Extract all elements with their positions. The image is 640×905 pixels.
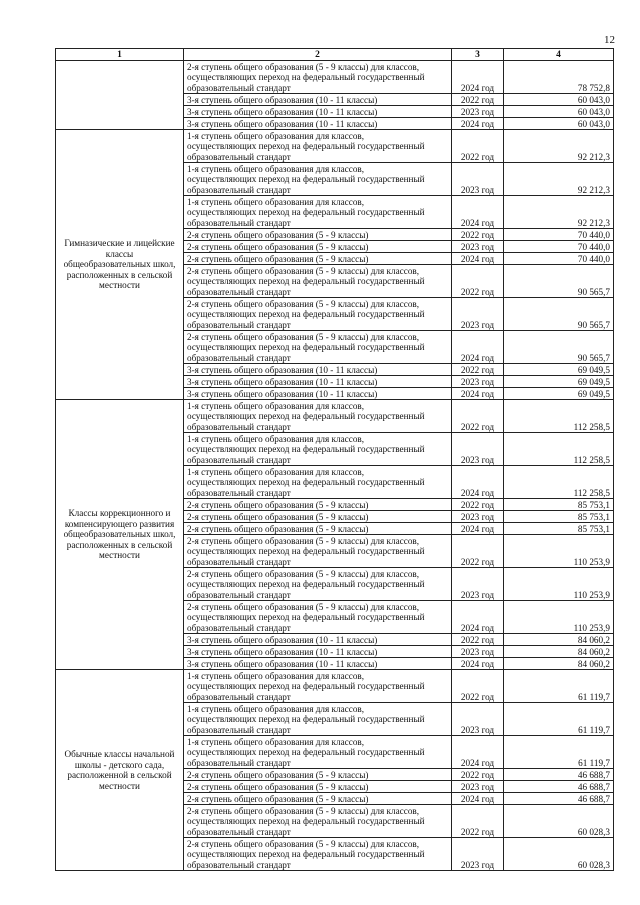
year-cell: 2023 год xyxy=(452,298,504,331)
description-line: 3-я ступень общего образования (10 - 11 классы) xyxy=(187,388,378,399)
year-cell: 2023 год xyxy=(452,646,504,658)
year-cell: 2024 год xyxy=(452,196,504,229)
description-cell xyxy=(184,433,452,466)
description-line: 2-я ступень общего образования (5 - 9 классы) для классов, xyxy=(187,805,420,816)
value-cell: 110 253,9 xyxy=(504,601,614,634)
description-line: 3-я ступень общего образования (10 - 11 классы) xyxy=(187,658,378,669)
description-cell xyxy=(184,400,452,433)
year-cell: 2022 год xyxy=(452,400,504,433)
value-cell: 60 043,0 xyxy=(504,106,614,118)
year-cell: 2023 год xyxy=(452,568,504,601)
value-cell: 85 753,1 xyxy=(504,523,614,535)
description-line: 2-я ступень общего образования (5 - 9 классы) xyxy=(187,229,369,240)
tariff-table xyxy=(55,48,614,871)
description-cell xyxy=(184,523,452,535)
description-cell xyxy=(184,331,452,364)
description-line: 1-я ступень общего образования для классов, xyxy=(187,670,365,681)
description-cell xyxy=(184,511,452,523)
value-cell: 112 258,5 xyxy=(504,466,614,499)
description-line: образовательный стандарт xyxy=(187,286,291,297)
description-cell xyxy=(184,781,452,793)
description-line: 3-я ступень общего образования (10 - 11 классы) xyxy=(187,118,378,129)
year-cell: 2024 год xyxy=(452,331,504,364)
description-cell xyxy=(184,163,452,196)
value-cell: 92 212,3 xyxy=(504,163,614,196)
description-line: образовательный стандарт xyxy=(187,691,291,702)
value-cell: 70 440,0 xyxy=(504,229,614,241)
description-line: 1-я ступень общего образования для классов, xyxy=(187,433,365,444)
year-cell: 2024 год xyxy=(452,466,504,499)
value-cell: 112 258,5 xyxy=(504,400,614,433)
description-cell xyxy=(184,568,452,601)
year-cell: 2024 год xyxy=(452,388,504,400)
value-cell: 84 060,2 xyxy=(504,634,614,646)
description-line: 2-я ступень общего образования (5 - 9 классы) для классов, xyxy=(187,535,420,546)
description-line: 3-я ступень общего образования (10 - 11 классы) xyxy=(187,376,378,387)
year-cell: 2024 год xyxy=(452,601,504,634)
table-row xyxy=(56,61,614,94)
year-cell: 2024 год xyxy=(452,118,504,130)
description-line: образовательный стандарт xyxy=(187,82,291,93)
year-cell: 2023 год xyxy=(452,838,504,871)
description-line: 2-я ступень общего образования (5 - 9 классы) для классов, xyxy=(187,838,420,849)
description-line: осуществляющих переход на федеральный государственный xyxy=(187,681,425,691)
year-cell: 2024 год xyxy=(452,61,504,94)
value-cell: 90 565,7 xyxy=(504,298,614,331)
year-cell: 2022 год xyxy=(452,94,504,106)
description-cell xyxy=(184,298,452,331)
description-cell xyxy=(184,535,452,568)
year-cell: 2024 год xyxy=(452,793,504,805)
description-line: осуществляющих переход на федеральный государственный xyxy=(187,612,425,622)
description-cell xyxy=(184,241,452,253)
description-line: 3-я ступень общего образования (10 - 11 классы) xyxy=(187,94,378,105)
description-line: образовательный стандарт xyxy=(187,421,291,432)
description-cell xyxy=(184,646,452,658)
description-line: 2-я ступень общего образования (5 - 9 классы) xyxy=(187,781,369,792)
description-line: образовательный стандарт xyxy=(187,622,291,633)
description-cell xyxy=(184,130,452,163)
description-line: 2-я ступень общего образования (5 - 9 классы) для классов, xyxy=(187,61,420,72)
year-cell: 2024 год xyxy=(452,736,504,769)
value-cell: 46 688,7 xyxy=(504,781,614,793)
value-cell: 61 119,7 xyxy=(504,670,614,703)
description-line: 1-я ступень общего образования для классов, xyxy=(187,400,365,411)
value-cell: 60 043,0 xyxy=(504,94,614,106)
year-cell: 2023 год xyxy=(452,781,504,793)
description-cell xyxy=(184,838,452,871)
value-cell: 110 253,9 xyxy=(504,535,614,568)
category-cell xyxy=(56,61,184,130)
value-cell: 112 258,5 xyxy=(504,433,614,466)
description-cell xyxy=(184,466,452,499)
value-cell: 61 119,7 xyxy=(504,736,614,769)
description-line: осуществляющих переход на федеральный государственный xyxy=(187,174,425,184)
value-cell: 70 440,0 xyxy=(504,241,614,253)
description-line: осуществляющих переход на федеральный государственный xyxy=(187,141,425,151)
year-cell: 2023 год xyxy=(452,163,504,196)
description-line: образовательный стандарт xyxy=(187,487,291,498)
description-line: 3-я ступень общего образования (10 - 11 классы) xyxy=(187,106,378,117)
description-cell xyxy=(184,118,452,130)
description-cell xyxy=(184,94,452,106)
description-line: осуществляющих переход на федеральный государственный xyxy=(187,72,425,82)
description-line: осуществляющих переход на федеральный государственный xyxy=(187,411,425,421)
description-line: образовательный стандарт xyxy=(187,589,291,600)
value-cell: 92 212,3 xyxy=(504,130,614,163)
description-line: 2-я ступень общего образования (5 - 9 классы) xyxy=(187,769,369,780)
description-line: образовательный стандарт xyxy=(187,859,291,870)
description-cell xyxy=(184,376,452,388)
year-cell: 2024 год xyxy=(452,523,504,535)
header-col-3: 3 xyxy=(452,49,504,61)
year-cell: 2022 год xyxy=(452,535,504,568)
description-line: 1-я ступень общего образования для классов, xyxy=(187,163,365,174)
description-cell xyxy=(184,388,452,400)
description-line: осуществляющих переход на федеральный государственный xyxy=(187,309,425,319)
description-line: образовательный стандарт xyxy=(187,454,291,465)
description-line: осуществляющих переход на федеральный государственный xyxy=(187,816,425,826)
value-cell: 46 688,7 xyxy=(504,793,614,805)
category-cell: Гимназические и лицейские классы общеобразовательных школ, расположенных в сельской местности xyxy=(56,130,184,400)
year-cell: 2023 год xyxy=(452,376,504,388)
value-cell: 61 119,7 xyxy=(504,703,614,736)
value-cell: 60 028,3 xyxy=(504,805,614,838)
description-line: образовательный стандарт xyxy=(187,352,291,363)
description-line: осуществляющих переход на федеральный государственный xyxy=(187,276,425,286)
description-line: 2-я ступень общего образования (5 - 9 классы) xyxy=(187,253,369,264)
description-line: 2-я ступень общего образования (5 - 9 классы) для классов, xyxy=(187,265,420,276)
year-cell: 2022 год xyxy=(452,229,504,241)
page-number: 12 xyxy=(604,34,615,46)
value-cell: 70 440,0 xyxy=(504,253,614,265)
description-cell xyxy=(184,634,452,646)
description-line: 3-я ступень общего образования (10 - 11 классы) xyxy=(187,634,378,645)
description-cell xyxy=(184,229,452,241)
year-cell: 2022 год xyxy=(452,805,504,838)
description-line: осуществляющих переход на федеральный государственный xyxy=(187,207,425,217)
description-line: осуществляющих переход на федеральный государственный xyxy=(187,747,425,757)
description-line: образовательный стандарт xyxy=(187,724,291,735)
description-cell xyxy=(184,601,452,634)
value-cell: 69 049,5 xyxy=(504,376,614,388)
description-cell xyxy=(184,703,452,736)
year-cell: 2022 год xyxy=(452,364,504,376)
description-line: образовательный стандарт xyxy=(187,217,291,228)
year-cell: 2022 год xyxy=(452,634,504,646)
description-line: осуществляющих переход на федеральный государственный xyxy=(187,849,425,859)
year-cell: 2023 год xyxy=(452,241,504,253)
description-line: осуществляющих переход на федеральный государственный xyxy=(187,477,425,487)
year-cell: 2024 год xyxy=(452,253,504,265)
description-cell xyxy=(184,61,452,94)
value-cell: 85 753,1 xyxy=(504,499,614,511)
description-cell xyxy=(184,805,452,838)
year-cell: 2022 год xyxy=(452,499,504,511)
table-row xyxy=(56,670,614,703)
description-cell xyxy=(184,769,452,781)
description-line: 2-я ступень общего образования (5 - 9 классы) xyxy=(187,793,369,804)
description-line: 2-я ступень общего образования (5 - 9 классы) для классов, xyxy=(187,568,420,579)
value-cell: 78 752,8 xyxy=(504,61,614,94)
year-cell: 2022 год xyxy=(452,265,504,298)
value-cell: 60 028,3 xyxy=(504,838,614,871)
description-line: осуществляющих переход на федеральный государственный xyxy=(187,342,425,352)
value-cell: 60 043,0 xyxy=(504,118,614,130)
year-cell: 2022 год xyxy=(452,130,504,163)
description-line: 1-я ступень общего образования для классов, xyxy=(187,736,365,747)
year-cell: 2023 год xyxy=(452,511,504,523)
description-line: 2-я ступень общего образования (5 - 9 классы) для классов, xyxy=(187,601,420,612)
value-cell: 46 688,7 xyxy=(504,769,614,781)
year-cell: 2023 год xyxy=(452,106,504,118)
description-line: 2-я ступень общего образования (5 - 9 классы) xyxy=(187,241,369,252)
year-cell: 2024 год xyxy=(452,658,504,670)
table-row xyxy=(56,130,614,163)
description-line: 1-я ступень общего образования для классов, xyxy=(187,130,365,141)
value-cell: 90 565,7 xyxy=(504,331,614,364)
value-cell: 85 753,1 xyxy=(504,511,614,523)
description-line: осуществляющих переход на федеральный государственный xyxy=(187,546,425,556)
header-col-2: 2 xyxy=(184,49,452,61)
year-cell: 2022 год xyxy=(452,670,504,703)
description-cell xyxy=(184,265,452,298)
category-cell: Обычные классы начальной школы - детского сада, расположенной в сельской местности xyxy=(56,670,184,871)
description-cell xyxy=(184,364,452,376)
description-cell xyxy=(184,658,452,670)
description-line: 2-я ступень общего образования (5 - 9 классы) xyxy=(187,511,369,522)
year-cell: 2023 год xyxy=(452,703,504,736)
description-line: 2-я ступень общего образования (5 - 9 классы) xyxy=(187,523,369,534)
description-line: 3-я ступень общего образования (10 - 11 классы) xyxy=(187,364,378,375)
value-cell: 84 060,2 xyxy=(504,658,614,670)
header-col-1: 1 xyxy=(56,49,184,61)
description-line: образовательный стандарт xyxy=(187,757,291,768)
year-cell: 2023 год xyxy=(452,433,504,466)
description-line: 1-я ступень общего образования для классов, xyxy=(187,703,365,714)
description-line: 1-я ступень общего образования для классов, xyxy=(187,196,365,207)
value-cell: 90 565,7 xyxy=(504,265,614,298)
description-cell xyxy=(184,736,452,769)
description-line: образовательный стандарт xyxy=(187,826,291,837)
description-line: 1-я ступень общего образования для классов, xyxy=(187,466,365,477)
description-cell xyxy=(184,196,452,229)
description-line: осуществляющих переход на федеральный государственный xyxy=(187,579,425,589)
description-cell xyxy=(184,670,452,703)
description-line: образовательный стандарт xyxy=(187,184,291,195)
value-cell: 69 049,5 xyxy=(504,364,614,376)
description-cell xyxy=(184,793,452,805)
description-line: 2-я ступень общего образования (5 - 9 классы) для классов, xyxy=(187,298,420,309)
description-line: образовательный стандарт xyxy=(187,556,291,567)
description-line: осуществляющих переход на федеральный государственный xyxy=(187,444,425,454)
category-cell: Классы коррекционного и компенсирующего развития общеобразовательных школ, расположенных в сельской местности xyxy=(56,400,184,670)
description-line: осуществляющих переход на федеральный государственный xyxy=(187,714,425,724)
header-col-4: 4 xyxy=(504,49,614,61)
value-cell: 110 253,9 xyxy=(504,568,614,601)
description-line: 2-я ступень общего образования (5 - 9 классы) xyxy=(187,499,369,510)
value-cell: 84 060,2 xyxy=(504,646,614,658)
description-line: 3-я ступень общего образования (10 - 11 классы) xyxy=(187,646,378,657)
description-line: 2-я ступень общего образования (5 - 9 классы) для классов, xyxy=(187,331,420,342)
table-row xyxy=(56,400,614,433)
description-line: образовательный стандарт xyxy=(187,319,291,330)
value-cell: 69 049,5 xyxy=(504,388,614,400)
description-cell xyxy=(184,106,452,118)
table-header-row xyxy=(56,49,614,61)
description-cell xyxy=(184,253,452,265)
description-line: образовательный стандарт xyxy=(187,151,291,162)
value-cell: 92 212,3 xyxy=(504,196,614,229)
year-cell: 2022 год xyxy=(452,769,504,781)
description-cell xyxy=(184,499,452,511)
